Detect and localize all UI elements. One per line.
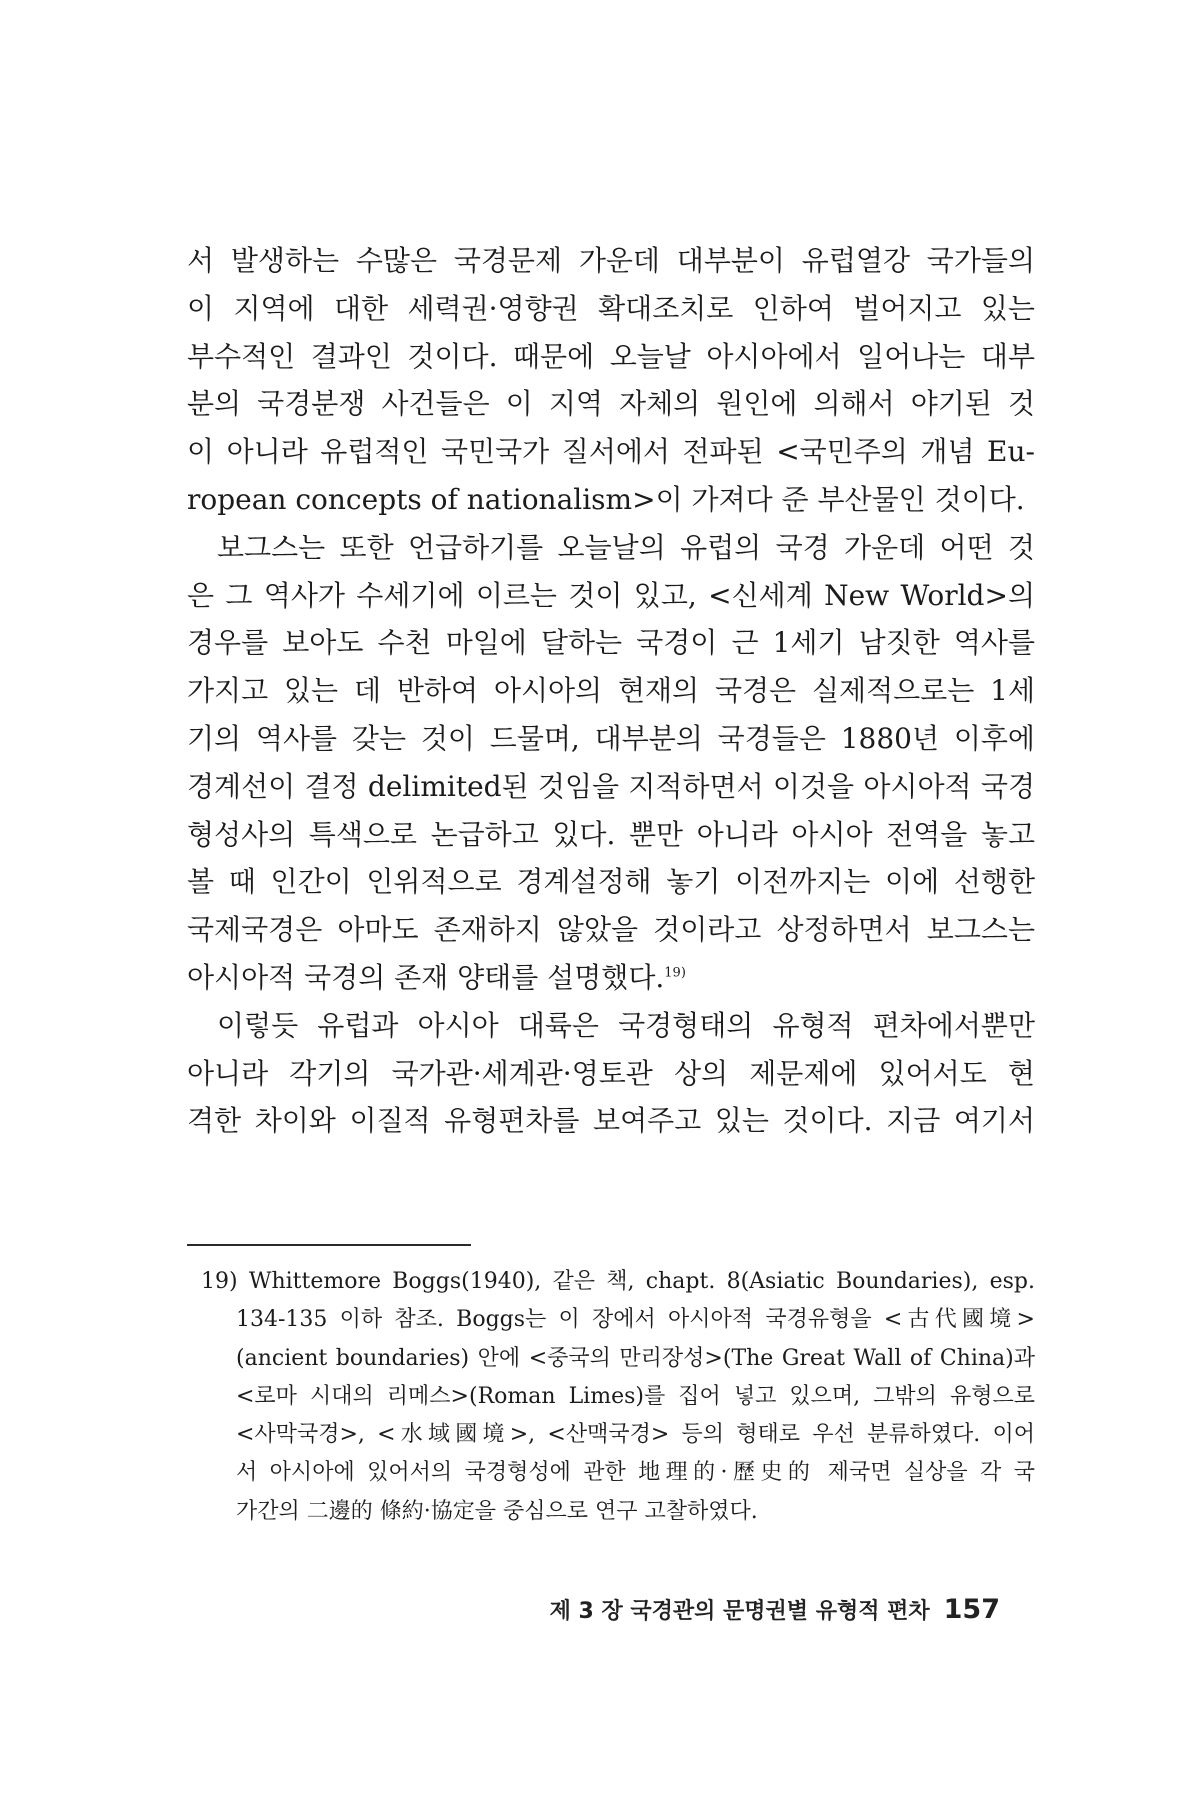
footnote-line: 서 아시아에 있어서의 국경형성에 관한 地理的·歷史的 제국면 실상을 각 국 xyxy=(236,1460,1035,1486)
text-line: 경계선이 결정 delimited된 것임을 지적하면서 이것을 아시아적 국경 xyxy=(187,769,1035,803)
chapter-title: 제 3 장 국경관의 문명권별 유형적 편차 xyxy=(549,1599,930,1624)
text-line: 볼 때 인간이 인위적으로 경계설정해 놓기 이전까지는 이에 선행한 xyxy=(187,865,1035,899)
footnote-divider xyxy=(187,1244,471,1246)
text-line: 기의 역사를 갖는 것이 드물며, 대부분의 국경들은 1880년 이후에 xyxy=(187,721,1035,755)
text-line: 이 아니라 유럽적인 국민국가 질서에서 전파된 <국민주의 개념 Eu- xyxy=(187,435,1035,469)
text-line: 경우를 보아도 수천 마일에 달하는 국경이 근 1세기 남짓한 역사를 xyxy=(187,626,1035,660)
text-line: 국제국경은 아마도 존재하지 않았을 것이라고 상정하면서 보그스는 xyxy=(187,913,1035,947)
text-line: 가지고 있는 데 반하여 아시아의 현재의 국경은 실제적으로는 1세 xyxy=(187,674,1035,708)
body-text xyxy=(187,237,1035,1145)
footnote-reference[interactable]: 19) xyxy=(664,965,686,981)
text-line: 아니라 각기의 국가관·세계관·영토관 상의 제문제에 있어서도 현 xyxy=(187,1056,1035,1090)
text-line: 보그스는 또한 언급하기를 오늘날의 유럽의 국경 가운데 어떤 것 xyxy=(217,530,1035,564)
paragraph-3 xyxy=(187,1002,1035,1145)
footnote-line: 가간의 二邊的 條約·協定을 중심으로 연구 고찰하였다. xyxy=(236,1498,758,1524)
text-line: 분의 국경분쟁 사건들은 이 지역 자체의 원인에 의해서 야기된 것 xyxy=(187,387,1035,421)
text-line: 이 지역에 대한 세력권·영향권 확대조치로 인하여 벌어지고 있는 xyxy=(187,291,1035,325)
page-number: 157 xyxy=(943,1594,1000,1625)
footnote-line: 134-135 이하 참조. Boggs는 이 장에서 아시아적 국경유형을 <古代國境> xyxy=(236,1307,1035,1333)
footnote-line: <사막국경>, <水域國境>, <산맥국경> 등의 형태로 우선 분류하였다. 이어 xyxy=(236,1422,1035,1448)
text-line: 은 그 역사가 수세기에 이르는 것이 있고, <신세계 New World>의 xyxy=(187,578,1035,612)
footnote-line: 19) Whittemore Boggs(1940), 같은 책, chapt. 8(Asiatic Boundaries), esp. xyxy=(201,1269,1035,1294)
text-line xyxy=(187,954,1035,1002)
footnote-19 xyxy=(201,1263,1035,1531)
paragraph-2 xyxy=(187,524,1035,1002)
text-line: 부수적인 결과인 것이다. 때문에 오늘날 아시아에서 일어나는 대부 xyxy=(187,339,1035,373)
text-line: ropean concepts of nationalism>이 가져다 준 부산물인 것이다. xyxy=(187,482,1025,516)
text-line: 이렇듯 유럽과 아시아 대륙은 국경형태의 유형적 편차에서뿐만 xyxy=(217,1008,1035,1042)
text-line-content: 아시아적 국경의 존재 양태를 설명했다. xyxy=(187,960,665,994)
footnote-line: (ancient boundaries) 안에 <중국의 만리장성>(The Great Wall of China)과 xyxy=(236,1345,1035,1371)
running-footer xyxy=(550,1594,1000,1625)
text-line: 형성사의 특색으로 논급하고 있다. 뿐만 아니라 아시아 전역을 놓고 xyxy=(187,817,1035,851)
footnote-line: <로마 시대의 리메스>(Roman Limes)를 집어 넣고 있으며, 그밖의 유형으로 xyxy=(236,1383,1035,1409)
text-line: 격한 차이와 이질적 유형편차를 보여주고 있는 것이다. 지금 여기서 xyxy=(187,1104,1035,1138)
paragraph-1 xyxy=(187,237,1035,524)
text-line: 서 발생하는 수많은 국경문제 가운데 대부분이 유럽열강 국가들의 xyxy=(187,244,1035,277)
